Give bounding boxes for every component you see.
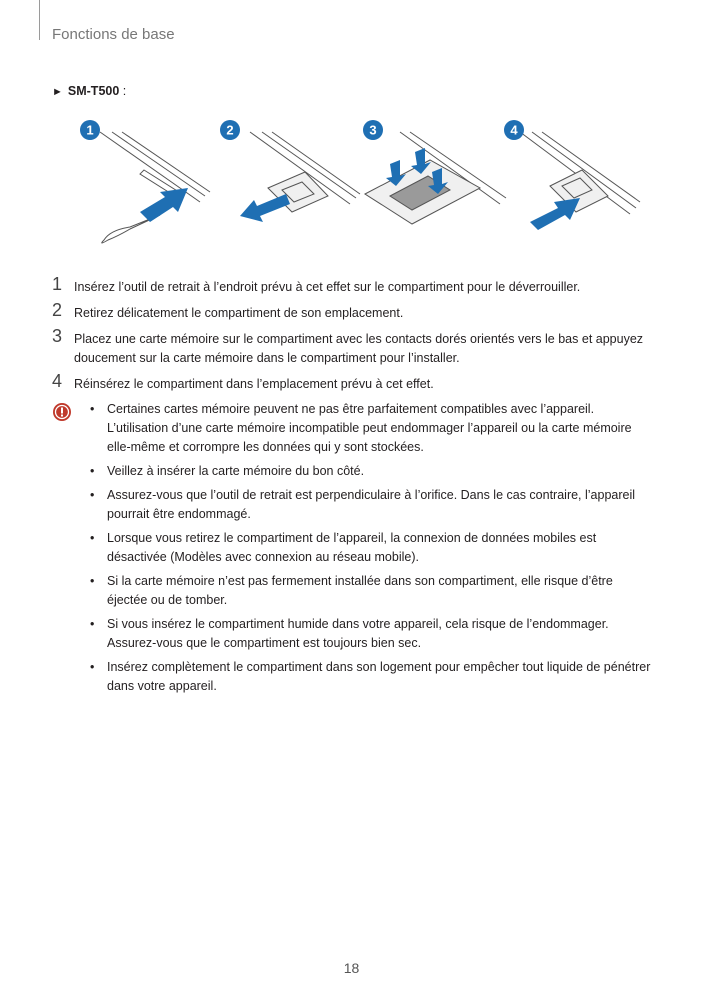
- step-item: [52, 300, 652, 323]
- step-text: Insérez l’outil de retrait à l’endroit prévu à cet effet sur le compartiment pour le déverrouiller.: [74, 280, 581, 294]
- model-heading: [52, 84, 126, 98]
- step-badge-3-label: 3: [369, 122, 377, 138]
- caution-item: • Si la carte mémoire n’est pas fermement installée dans son compartiment, elle risque d’être éjectée ou de tomber.: [90, 574, 613, 607]
- header-divider: [39, 0, 40, 40]
- step-number: 1: [52, 274, 63, 294]
- caution-item: • Insérez complètement le compartiment dans son logement pour empêcher tout liquide de pénétrer dans votre appareil.: [90, 660, 651, 693]
- instruction-steps: [52, 274, 652, 401]
- panel-1-device-edge: [100, 132, 210, 202]
- step-number: 4: [52, 371, 63, 391]
- step-number: 3: [52, 326, 63, 346]
- pull-out-arrow-icon: [240, 194, 290, 222]
- step-text: Placez une carte mémoire sur le compartiment avec les contacts dorés orientés vers le bas et appuyez doucement sur la carte mémoire dans le compartiment pour l’installer.: [74, 332, 644, 365]
- step-number: 2: [52, 300, 63, 320]
- step-badge-2-label: 2: [226, 122, 234, 138]
- step-text: Retirez délicatement le compartiment de son emplacement.: [74, 306, 404, 320]
- triangle-bullet-icon: ►: [52, 86, 63, 98]
- reinsert-arrow-icon: [530, 198, 580, 230]
- caution-list: [52, 400, 652, 696]
- sim-tray-illustration: [60, 112, 650, 262]
- caution-icon: [52, 402, 72, 422]
- step-badge-4-label: 4: [510, 122, 518, 138]
- caution-item: • Lorsque vous retirez le compartiment de l’appareil, la connexion de données mobiles est désactivée (Modèles avec connexion au réseau mobile).: [90, 531, 597, 564]
- step-text: Réinsérez le compartiment dans l’emplacement prévu à cet effet.: [74, 377, 434, 391]
- page-number: 18: [343, 960, 360, 976]
- model-label: SM-T500: [67, 84, 120, 98]
- caution-item: • Veillez à insérer la carte mémoire du bon côté.: [90, 464, 365, 478]
- step-item: [52, 326, 652, 368]
- step-item: [52, 371, 652, 394]
- caution-block: [52, 400, 652, 701]
- section-title: Fonctions de base: [52, 26, 175, 43]
- model-colon: :: [119, 84, 127, 98]
- step-item: [52, 274, 652, 297]
- insert-tool-arrow-icon: [140, 188, 188, 222]
- caution-item: • Assurez-vous que l’outil de retrait est perpendiculaire à l’orifice. Dans le cas contraire, l’appareil pourrait être endommagé.: [90, 488, 636, 521]
- step-badge-1-label: 1: [86, 122, 94, 138]
- caution-item: • Si vous insérez le compartiment humide dans votre appareil, cela risque de l’endommager. Assurez-vous que le compartiment est toujours bien sec.: [90, 617, 609, 650]
- caution-item: • Certaines cartes mémoire peuvent ne pas être parfaitement compatibles avec l’appareil. L’utilisation d’une carte mémoire incompatible peut endommager l’appareil ou la carte mémoire elle-même et corrompre les données qui y sont stockées.: [90, 402, 632, 454]
